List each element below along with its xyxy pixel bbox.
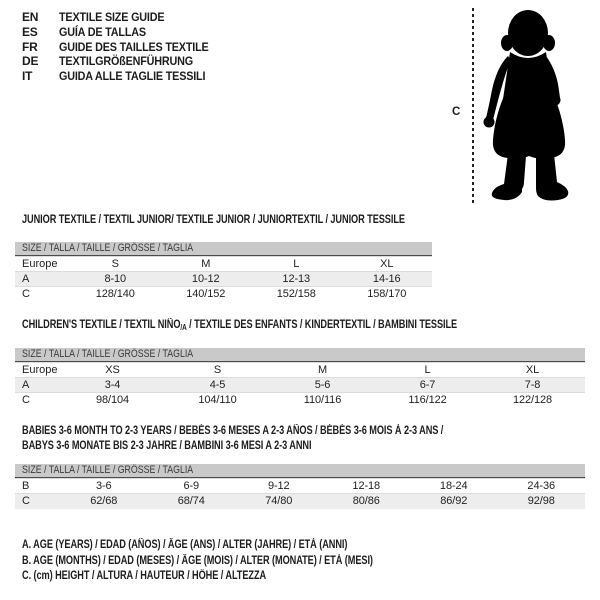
lang-label: TEXTILE SIZE GUIDE xyxy=(59,10,165,24)
size-cell: S xyxy=(111,258,119,270)
size-header-bar xyxy=(15,242,432,256)
note-height-cm xyxy=(22,569,461,585)
size-header-label: SIZE / TALLA / TAILLE / GRÖSSE / TAGLIA xyxy=(22,242,194,254)
lang-code: ES xyxy=(22,24,38,39)
table-row xyxy=(15,272,432,287)
lang-code: EN xyxy=(22,10,39,24)
size-table-section-children xyxy=(15,318,585,408)
row-label: A xyxy=(22,273,30,285)
size-cell: 3-6 xyxy=(95,480,112,492)
size-cell: 10-12 xyxy=(191,273,220,285)
size-cell: 140/152 xyxy=(186,288,226,301)
size-cell: XS xyxy=(105,364,120,376)
table-title-children xyxy=(15,318,585,335)
size-cell: L xyxy=(424,364,431,376)
table-title-line: BABYS 3-6 MONATE BIS 2-3 JAHRE / BAMBINI 3-6 MESI A 2-3 ANNI xyxy=(22,440,312,452)
size-cell: 62/68 xyxy=(90,495,118,508)
row-label: B xyxy=(22,480,30,492)
lang-label: GUIDA ALLE TAGLIE TESSILI xyxy=(59,69,206,84)
table-row xyxy=(15,393,585,408)
size-header-bar xyxy=(15,348,585,362)
lang-label: GUIDE DES TAILLES TEXTILE xyxy=(59,39,209,54)
size-cell: 128/140 xyxy=(95,288,135,301)
size-cell: 4-5 xyxy=(209,379,226,391)
size-cell: 152/158 xyxy=(276,288,316,301)
row-label: C xyxy=(22,288,30,301)
size-cell: 5-6 xyxy=(314,379,331,391)
lang-row-de xyxy=(22,54,225,69)
size-header-bar xyxy=(15,464,585,478)
note-text: C. (cm) HEIGHT / ALTURA / HAUTEUR / HÖHE / ALTEZZA xyxy=(22,570,267,582)
size-cell: 74/80 xyxy=(265,495,293,508)
size-cell: 14-16 xyxy=(372,273,401,285)
lang-label: GUÍA DE TALLAS xyxy=(59,24,146,39)
size-header-label: SIZE / TALLA / TAILLE / GRÖSSE / TAGLIA xyxy=(22,348,194,360)
row-label: C xyxy=(22,495,30,508)
size-cell: L xyxy=(293,258,300,270)
height-dashed-line xyxy=(472,8,474,206)
lang-code: FR xyxy=(22,39,38,54)
size-cell: 3-4 xyxy=(104,379,121,391)
row-label: C xyxy=(22,394,30,407)
size-table-junior xyxy=(15,256,432,302)
lang-code: DE xyxy=(22,54,39,69)
table-title-line: CHILDREN'S TEXTILE / TEXTIL NIÑO/A / TEXTILE DES ENFANTS / KINDERTEXTIL / BAMBINI TESSILE xyxy=(22,319,458,332)
table-title-line: BABIES 3-6 MONTH TO 2-3 YEARS / BEBÉS 3-6 MESES A 2-3 AÑOS / BÉBÉS 3-6 MOIS À 2-3 ANS / xyxy=(22,425,444,437)
table-title-line: JUNIOR TEXTILE / TEXTIL JUNIOR/ TEXTILE JUNIOR / JUNIORTEXTIL / JUNIOR TESSILE xyxy=(22,214,405,226)
lang-row-it xyxy=(22,69,225,84)
size-cell: S xyxy=(213,364,222,376)
size-cell: 9-12 xyxy=(267,480,290,492)
lang-row-en xyxy=(22,10,225,25)
measure-legend xyxy=(22,538,461,585)
size-cell: M xyxy=(201,258,211,270)
size-cell: 122/128 xyxy=(512,394,553,407)
size-cell: 6-7 xyxy=(419,379,436,391)
size-cell: 92/98 xyxy=(527,495,555,508)
lang-code: IT xyxy=(22,69,33,84)
size-cell: 7-8 xyxy=(524,379,541,391)
lang-label: TEXTILGRÖßENFÜHRUNG xyxy=(59,54,193,69)
row-label: A xyxy=(22,379,30,391)
toddler-silhouette-image xyxy=(478,6,590,208)
lang-row-es xyxy=(22,25,225,40)
note-text: A. AGE (YEARS) / EDAD (AÑOS) / ÂGE (ANS) / ALTER (JAHRE) / ETÀ (ANNI) xyxy=(22,539,348,551)
table-row xyxy=(15,287,432,302)
height-measure-label: C xyxy=(452,106,461,118)
size-cell: M xyxy=(317,364,328,376)
table-row xyxy=(15,494,585,509)
size-cell: XL xyxy=(525,364,540,376)
table-row xyxy=(15,363,585,378)
note-age-months xyxy=(22,554,461,570)
size-cell: 18-24 xyxy=(439,480,468,492)
size-header-label: SIZE / TALLA / TAILLE / GRÖSSE / TAGLIA xyxy=(22,464,194,476)
size-cell: 24-36 xyxy=(527,480,556,492)
size-cell: 80/86 xyxy=(352,495,380,508)
row-label: Europe xyxy=(22,364,58,376)
table-title-babies xyxy=(15,424,585,454)
size-cell: 104/110 xyxy=(198,394,237,407)
table-row xyxy=(15,479,585,494)
size-cell: 6-9 xyxy=(183,480,200,492)
table-row xyxy=(15,378,585,393)
note-age-years xyxy=(22,538,461,554)
language-legend xyxy=(22,10,225,84)
row-label: Europe xyxy=(22,258,58,270)
lang-row-fr xyxy=(22,40,225,55)
size-cell: 12-13 xyxy=(282,273,311,285)
size-cell: 116/122 xyxy=(408,394,447,407)
size-table-section-babies xyxy=(15,424,585,509)
size-cell: 12-18 xyxy=(352,480,381,492)
size-cell: 98/104 xyxy=(95,394,130,407)
size-cell: 158/170 xyxy=(367,288,407,301)
size-table-babies xyxy=(15,478,585,509)
size-table-children xyxy=(15,362,585,408)
table-row xyxy=(15,257,432,272)
size-cell: 68/74 xyxy=(177,495,205,508)
note-text: B. AGE (MONTHS) / EDAD (MESES) / ÂGE (MOIS) / ALTER (MONATE) / ETÀ (MESI) xyxy=(22,554,373,567)
table-title-junior xyxy=(15,213,432,228)
size-cell: 110/116 xyxy=(303,394,342,407)
size-cell: 86/92 xyxy=(440,495,468,508)
size-table-section-junior xyxy=(15,213,432,302)
size-cell: XL xyxy=(380,258,394,270)
size-cell: 8-10 xyxy=(104,273,127,285)
